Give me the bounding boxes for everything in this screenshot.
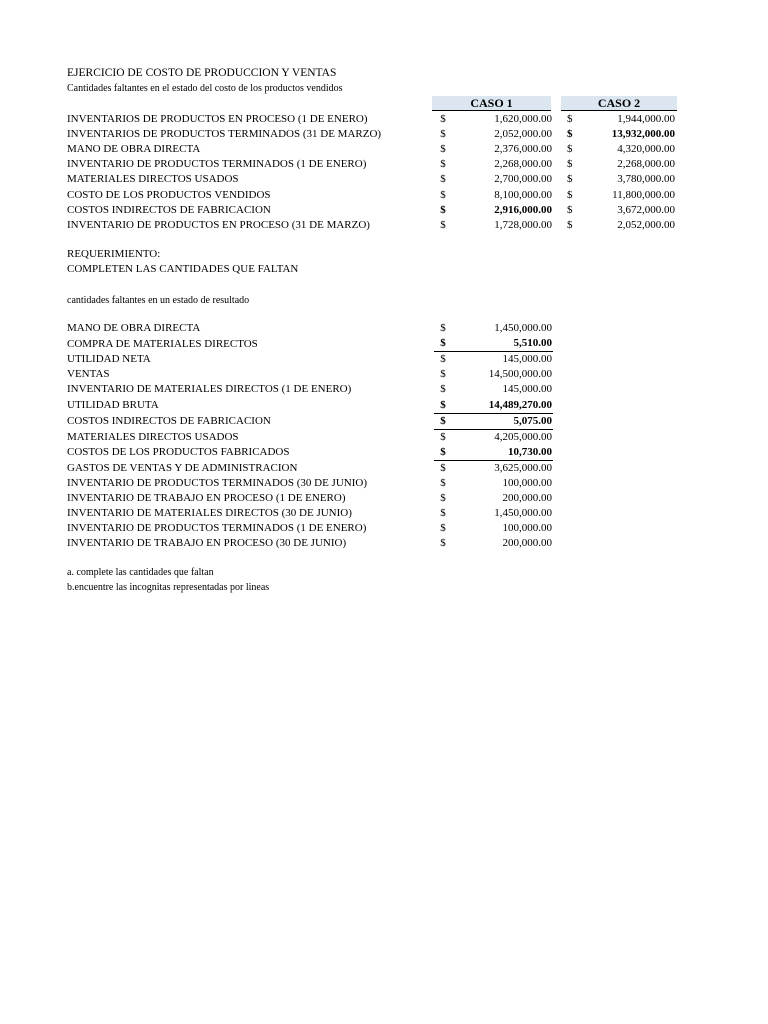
row-label: INVENTARIOS DE PRODUCTOS EN PROCESO (1 DE ENERO) <box>67 113 368 126</box>
table-row <box>67 321 553 336</box>
currency-sign: $ <box>440 218 446 231</box>
row-label: COSTOS DE LOS PRODUCTOS FABRICADOS <box>67 446 290 459</box>
currency-sign: $ <box>434 445 452 461</box>
currency-sign: $ <box>440 173 446 186</box>
note-b: b.encuentre las incognitas representadas por lineas <box>67 582 270 593</box>
row-label: UTILIDAD NETA <box>67 353 151 366</box>
row-value: 5,510.00 <box>452 336 553 352</box>
row-value: 100,000.00 <box>502 522 552 535</box>
currency-sign: $ <box>440 368 446 381</box>
table-row <box>67 382 553 397</box>
caso1-value: 2,700,000.00 <box>494 173 552 186</box>
row-value: 14,500,000.00 <box>488 368 552 381</box>
currency-sign: $ <box>440 158 446 171</box>
row-label: COSTO DE LOS PRODUCTOS VENDIDOS <box>67 188 271 201</box>
table-row <box>67 460 553 476</box>
caso2-header: CASO 2 <box>561 96 677 111</box>
caso2-value: 11,800,000.00 <box>612 188 675 201</box>
currency-sign: $ <box>567 188 573 201</box>
currency-sign: $ <box>567 143 573 156</box>
currency-sign: $ <box>440 430 446 443</box>
caso1-value: 1,728,000.00 <box>494 218 552 231</box>
table-row <box>67 536 553 551</box>
table-row <box>67 157 675 172</box>
table-row <box>67 127 675 142</box>
row-label: VENTAS <box>67 368 110 381</box>
table-row <box>67 397 553 413</box>
currency-sign: $ <box>567 158 573 171</box>
currency-sign: $ <box>434 413 452 429</box>
row-label: INVENTARIO DE MATERIALES DIRECTOS (1 DE ENERO) <box>67 383 352 396</box>
table-row <box>67 491 553 506</box>
currency-sign: $ <box>440 113 446 126</box>
row-value: 4,205,000.00 <box>494 430 552 443</box>
row-value: 14,489,270.00 <box>452 397 553 413</box>
requirement-text: COMPLETEN LAS CANTIDADES QUE FALTAN <box>67 263 299 275</box>
caso1-value: 2,376,000.00 <box>494 143 552 156</box>
table-row <box>67 429 553 445</box>
currency-sign: $ <box>567 128 573 141</box>
row-label: GASTOS DE VENTAS Y DE ADMINISTRACION <box>67 461 298 474</box>
currency-sign: $ <box>440 461 446 474</box>
row-value: 1,450,000.00 <box>494 507 552 520</box>
row-label: MATERIALES DIRECTOS USADOS <box>67 430 239 443</box>
row-label: INVENTARIOS DE PRODUCTOS TERMINADOS (31 DE MARZO) <box>67 128 382 141</box>
currency-sign: $ <box>434 397 452 413</box>
currency-sign: $ <box>434 336 452 352</box>
row-label: INVENTARIO DE PRODUCTOS TERMINADOS (1 DE ENERO) <box>67 158 367 171</box>
table-row <box>67 203 675 218</box>
row-label: INVENTARIO DE TRABAJO EN PROCESO (1 DE ENERO) <box>67 492 346 505</box>
caso1-value: 2,268,000.00 <box>494 158 552 171</box>
caso1-value: 2,052,000.00 <box>494 128 552 141</box>
caso2-value: 3,780,000.00 <box>617 173 675 186</box>
row-value: 145,000.00 <box>502 353 552 366</box>
currency-sign: $ <box>567 173 573 186</box>
caso1-value: 2,916,000.00 <box>494 203 552 216</box>
row-label: COMPRA DE MATERIALES DIRECTOS <box>67 337 258 350</box>
caso2-value: 1,944,000.00 <box>617 113 675 126</box>
row-value: 3,625,000.00 <box>494 461 552 474</box>
row-value: 200,000.00 <box>502 492 552 505</box>
table-row <box>67 506 553 521</box>
caso2-value: 3,672,000.00 <box>617 203 675 216</box>
currency-sign: $ <box>440 353 446 366</box>
table-row <box>67 413 553 429</box>
currency-sign: $ <box>440 537 446 550</box>
currency-sign: $ <box>567 113 573 126</box>
currency-sign: $ <box>440 522 446 535</box>
table-row <box>67 218 675 233</box>
cost-table <box>67 112 675 233</box>
caso2-value: 4,320,000.00 <box>617 143 675 156</box>
table-row <box>67 445 553 461</box>
row-value: 10,730.00 <box>452 445 553 461</box>
currency-sign: $ <box>440 203 446 216</box>
row-label: INVENTARIO DE TRABAJO EN PROCESO (30 DE JUNIO) <box>67 537 347 550</box>
table-row <box>67 521 553 536</box>
row-label: MATERIALES DIRECTOS USADOS <box>67 173 239 186</box>
table-row <box>67 112 675 127</box>
currency-sign: $ <box>440 477 446 490</box>
currency-sign: $ <box>567 218 573 231</box>
income-table <box>67 321 553 551</box>
table-row <box>67 142 675 157</box>
caso2-value: 2,052,000.00 <box>617 218 675 231</box>
row-value: 200,000.00 <box>502 537 552 550</box>
table-row <box>67 352 553 368</box>
currency-sign: $ <box>440 143 446 156</box>
page-title: EJERCICIO DE COSTO DE PRODUCCION Y VENTAS <box>67 67 337 79</box>
row-label: INVENTARIO DE PRODUCTOS TERMINADOS (1 DE ENERO) <box>67 522 367 535</box>
table-row <box>67 187 675 202</box>
table-row <box>67 476 553 491</box>
row-value: 1,450,000.00 <box>494 322 552 335</box>
table-row <box>67 336 553 352</box>
row-label: COSTOS INDIRECTOS DE FABRICACION <box>67 415 271 428</box>
row-label: INVENTARIO DE PRODUCTOS TERMINADOS (30 DE JUNIO) <box>67 477 367 490</box>
note-a: a. complete las cantidades que faltan <box>67 567 214 578</box>
currency-sign: $ <box>440 507 446 520</box>
section-title: cantidades faltantes en un estado de resultado <box>67 295 250 306</box>
currency-sign: $ <box>567 203 573 216</box>
row-label: MANO DE OBRA DIRECTA <box>67 143 201 156</box>
caso1-value: 8,100,000.00 <box>494 188 552 201</box>
currency-sign: $ <box>440 322 446 335</box>
row-label: INVENTARIO DE MATERIALES DIRECTOS (30 DE JUNIO) <box>67 507 352 520</box>
caso1-value: 1,620,000.00 <box>494 113 552 126</box>
currency-sign: $ <box>440 188 446 201</box>
currency-sign: $ <box>440 383 446 396</box>
row-value: 145,000.00 <box>502 383 552 396</box>
table-row <box>67 367 553 382</box>
requirement-heading: REQUERIMIENTO: <box>67 248 161 260</box>
caso2-value: 2,268,000.00 <box>617 158 675 171</box>
caso1-header: CASO 1 <box>432 96 551 111</box>
row-label: MANO DE OBRA DIRECTA <box>67 322 201 335</box>
table-row <box>67 172 675 187</box>
row-label: UTILIDAD BRUTA <box>67 399 159 412</box>
page-subtitle: Cantidades faltantes en el estado del costo de los productos vendidos <box>67 83 343 94</box>
currency-sign: $ <box>440 128 446 141</box>
row-value: 5,075.00 <box>452 413 553 429</box>
row-label: INVENTARIO DE PRODUCTOS EN PROCESO (31 DE MARZO) <box>67 218 370 231</box>
caso2-value: 13,932,000.00 <box>611 128 675 141</box>
row-value: 100,000.00 <box>502 477 552 490</box>
row-label: COSTOS INDIRECTOS DE FABRICACION <box>67 203 271 216</box>
currency-sign: $ <box>440 492 446 505</box>
